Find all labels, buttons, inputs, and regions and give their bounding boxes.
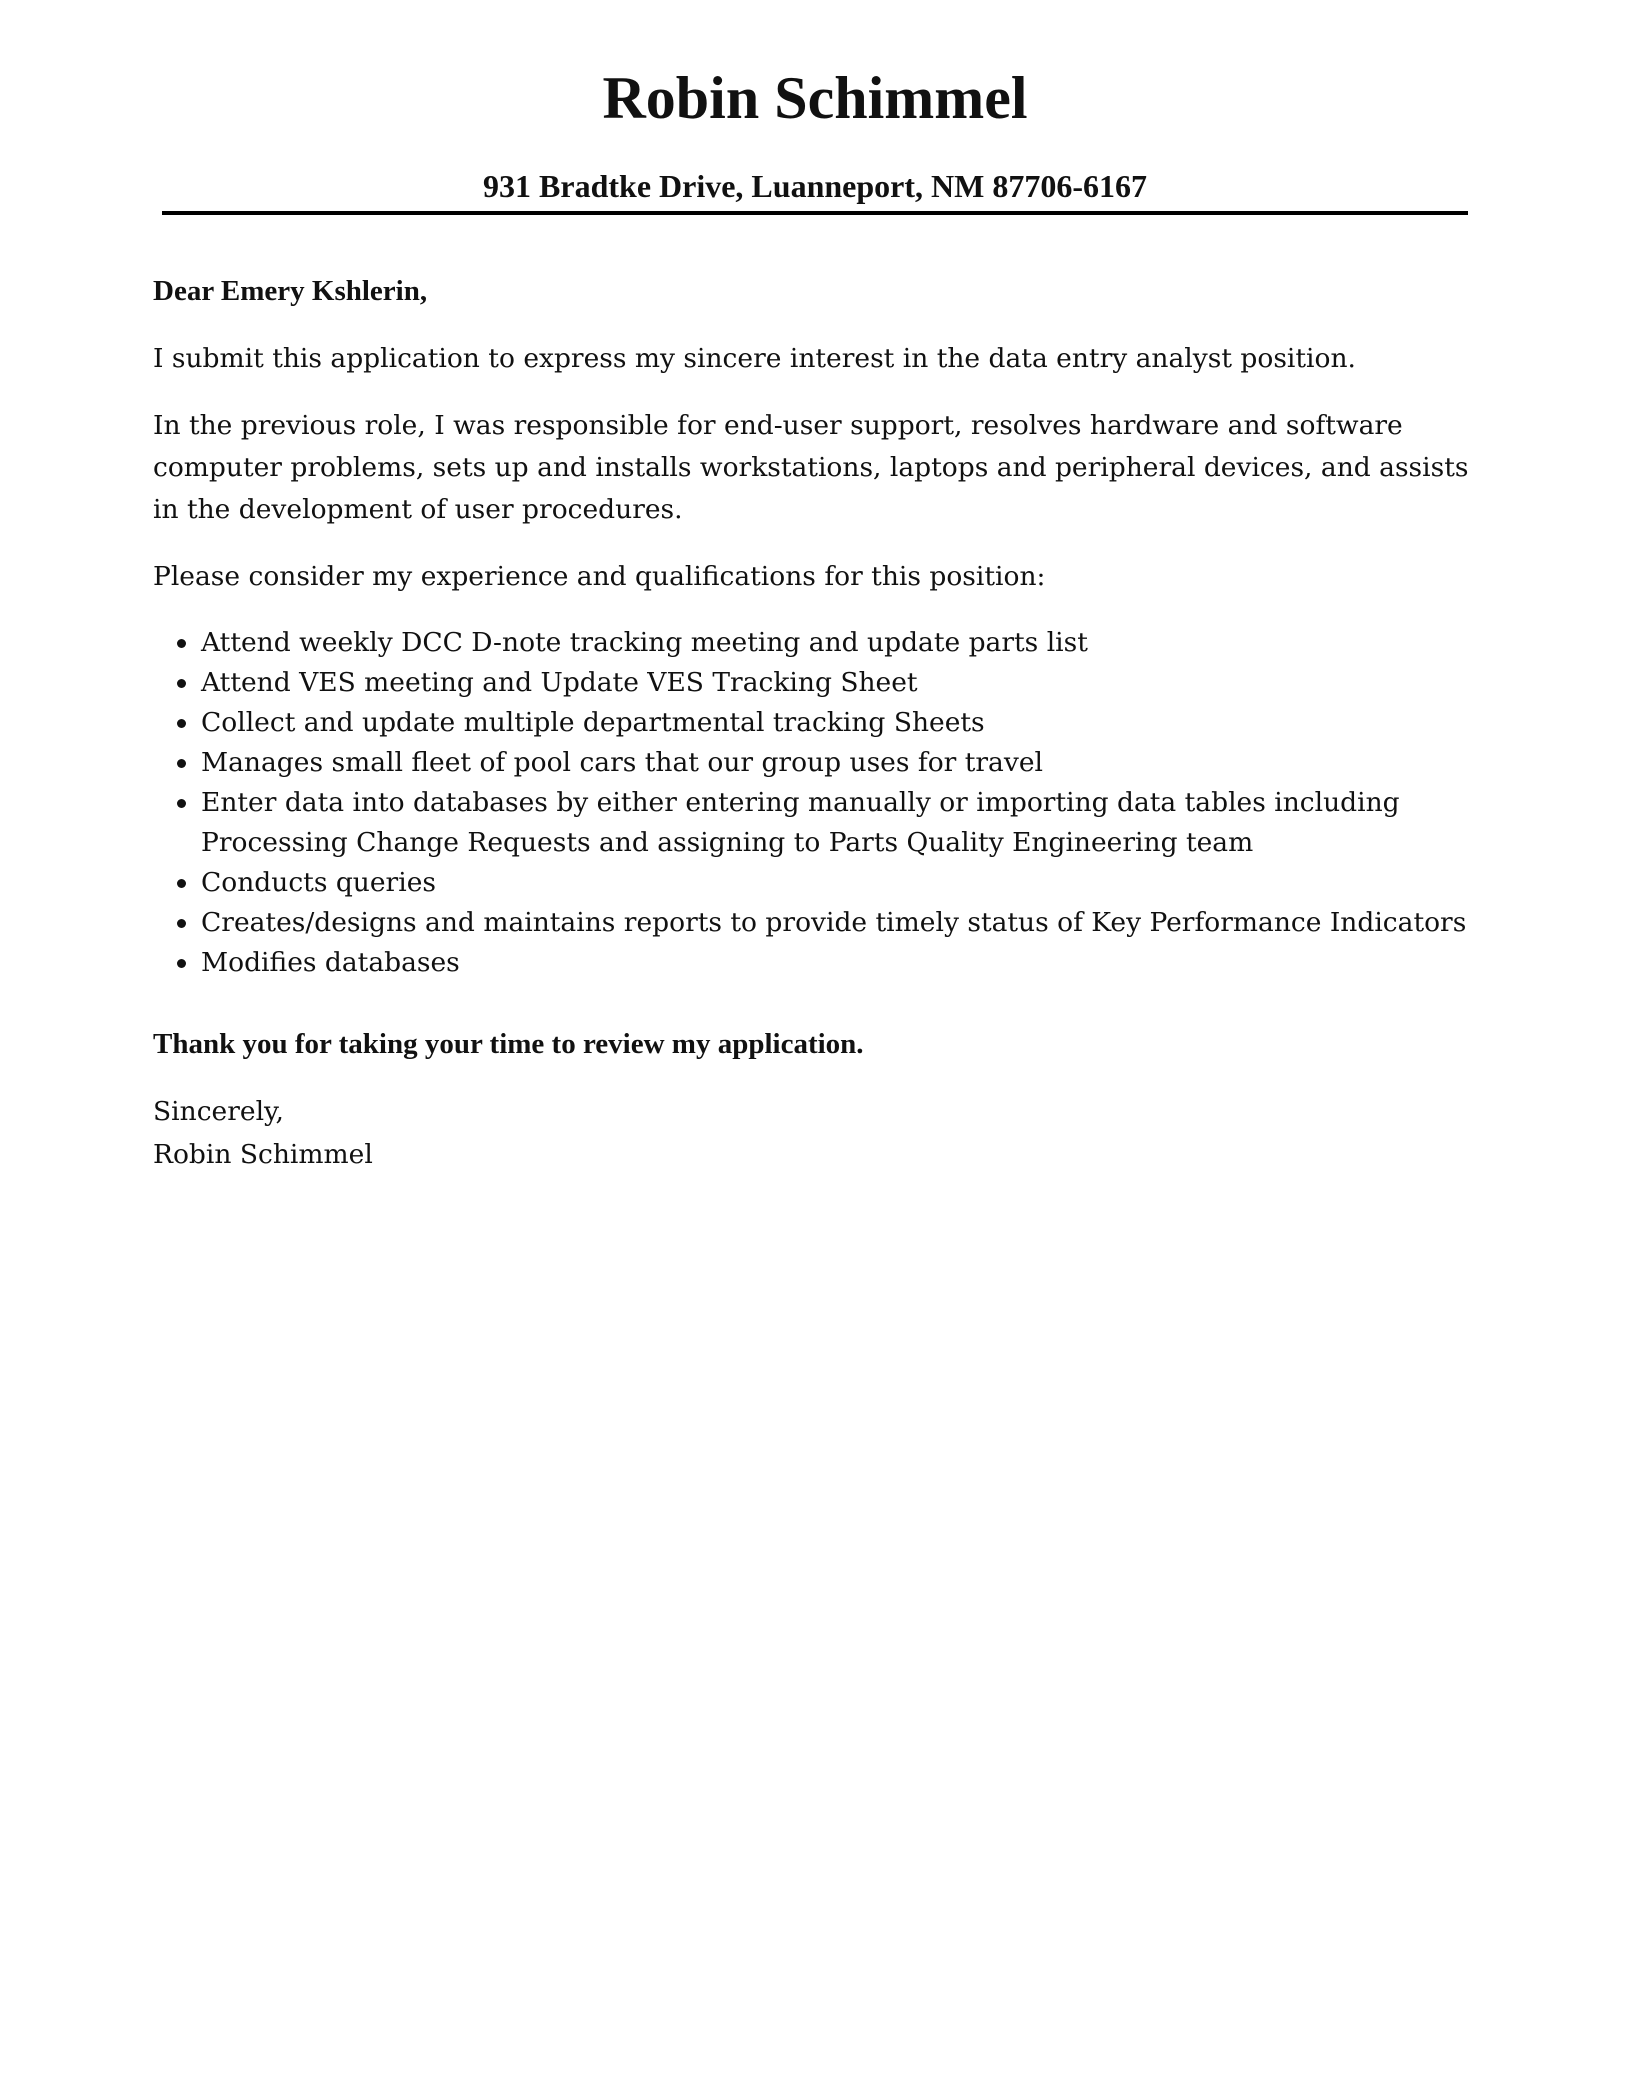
list-item-text: Attend weekly DCC D-note tracking meeting and update parts list bbox=[201, 627, 1088, 658]
signature: Robin Schimmel bbox=[153, 1139, 373, 1170]
list-item bbox=[153, 783, 1473, 863]
list-item-text: Enter data into databases by either entering manually or importing data tables including Processing Change Requests and assigning to Parts Quality Engineering team bbox=[201, 787, 1400, 858]
consider-paragraph: Please consider my experience and qualifications for this position: bbox=[153, 561, 1046, 592]
bullet-icon bbox=[177, 959, 186, 968]
letter-body bbox=[153, 270, 1473, 1176]
bullet-icon bbox=[177, 879, 186, 888]
closing-line: Thank you for taking your time to review my application. bbox=[153, 1028, 864, 1060]
intro-paragraph: I submit this application to express my sincere interest in the data entry analyst position. bbox=[153, 343, 1356, 374]
salutation: Dear Emery Kshlerin, bbox=[153, 275, 428, 307]
bullet-icon bbox=[177, 759, 186, 768]
list-item-text: Collect and update multiple departmental tracking Sheets bbox=[201, 707, 985, 738]
applicant-address: 931 Bradtke Drive, Luanneport, NM 87706-6167 bbox=[483, 168, 1147, 204]
previous-role-paragraph: In the previous role, I was responsible for end-user support, resolves hardware and software computer problems, sets up and installs workstations, laptops and peripheral devices, and assists in the development of user procedures. bbox=[153, 410, 1469, 525]
bullet-icon bbox=[177, 799, 186, 808]
bullet-icon bbox=[177, 679, 186, 688]
list-item bbox=[153, 743, 1473, 783]
list-item bbox=[153, 943, 1473, 983]
signoff: Sincerely, bbox=[153, 1096, 284, 1127]
bullet-icon bbox=[177, 719, 186, 728]
bullet-icon bbox=[177, 919, 186, 928]
list-item bbox=[153, 703, 1473, 743]
bullet-icon bbox=[177, 639, 186, 648]
applicant-name: Robin Schimmel bbox=[602, 65, 1028, 131]
list-item bbox=[153, 863, 1473, 903]
list-item bbox=[153, 623, 1473, 663]
list-item bbox=[153, 903, 1473, 943]
list-item-text: Manages small fleet of pool cars that our group uses for travel bbox=[201, 747, 1043, 778]
list-item-text: Creates/designs and maintains reports to provide timely status of Key Performance Indicators bbox=[201, 907, 1467, 938]
list-item bbox=[153, 663, 1473, 703]
header-divider bbox=[162, 211, 1468, 215]
list-item-text: Conducts queries bbox=[201, 867, 436, 898]
qualifications-list bbox=[153, 623, 1473, 983]
list-item-text: Modifies databases bbox=[201, 947, 460, 978]
list-item-text: Attend VES meeting and Update VES Tracking Sheet bbox=[201, 667, 918, 698]
